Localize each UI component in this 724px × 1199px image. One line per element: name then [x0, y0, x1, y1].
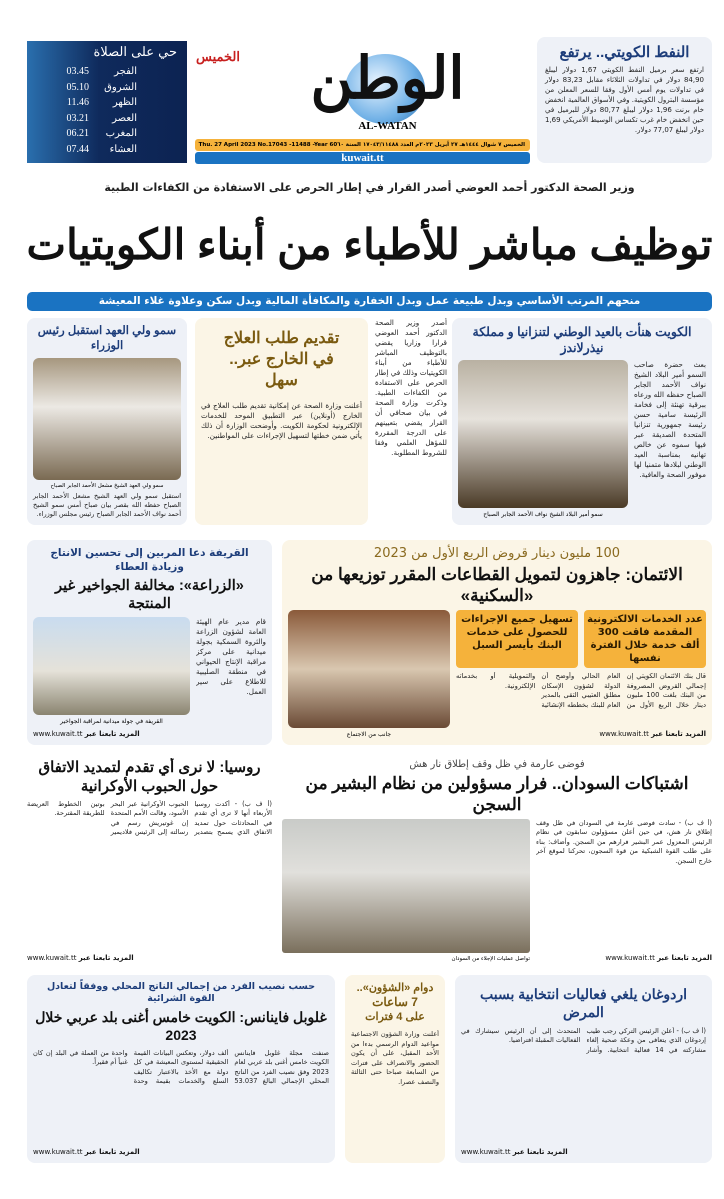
erdogan-story: [455, 975, 712, 1163]
global-finance-kicker: حسب نصيب الفرد من إجمالي الناتج المحلي ووفقاً لتعادل القوة الشرائية: [46, 981, 316, 1004]
prayer-row: [37, 64, 177, 80]
more-label: المزيد تابعنا عبر: [78, 954, 134, 962]
lead-kicker: وزير الصحة الدكتور أحمد العوضي أصدر القرار في إطار الحرص على الاستفادة من الكفاءات الطبية: [104, 181, 635, 194]
prayer-name: العشاء: [109, 143, 137, 155]
amir-photo: [458, 360, 628, 508]
prayer-name: العصر: [112, 112, 137, 124]
website-link[interactable]: kuwait.tt: [195, 152, 530, 164]
more-url[interactable]: www.kuwait.tt: [33, 1148, 83, 1156]
more-url[interactable]: www.kuwait.tt: [27, 954, 77, 962]
agriculture-story: [27, 540, 272, 745]
prayer-name: الشروق: [104, 81, 137, 93]
sudan-title[interactable]: اشتباكات السودان.. فرار مسؤولين من نظام البشير من السجن: [305, 774, 689, 814]
credit-bank-highlight-1: عدد الخدمات الالكترونية المقدمة فاقت 300 ألف خدمة خلال الفترة نفسها: [584, 610, 706, 668]
prayer-title: حي على الصلاة: [93, 45, 177, 60]
prayer-row: [37, 95, 177, 111]
prayer-time: 03.45: [66, 66, 89, 77]
credit-bank-story: [282, 540, 712, 745]
more-url[interactable]: www.kuwait.tt: [605, 954, 655, 962]
kuwait-congrats-story: [452, 318, 712, 525]
agriculture-photo: [33, 617, 190, 715]
credit-bank-caption: جانب من الاجتماع: [346, 731, 392, 738]
more-url[interactable]: www.kuwait.tt: [33, 730, 83, 738]
lead-headline[interactable]: توظيف مباشر للأطباء من أبناء الكويتيات: [26, 221, 713, 268]
dateline-arabic: الخميس ٧ شوال ١٤٤٤هـ ٢٧ أبريل ٢٠٢٣م العدد ١٧٠٤٣/١١٤٨٨ السنة ٦٠: [337, 142, 525, 148]
agriculture-body: قام مدير عام الهيئة العامة لشؤون الزراعة والثروة السمكية بجولة ميدانية على مركز مراقبة الإنتاج الحيواني في منطقة الصليبية للاطلاع على سير العمل.: [196, 617, 266, 696]
treatment-body: أعلنت وزارة الصحة عن إمكانية تقديم طلب العلاج في الخارج (أونلاين) عبر التطبيق الموحد للخدمات الإلكترونية لحكومة الكويت. وأوضحت الوزارة أن ذلك يأتي ضمن خطتها لتسهيل الإجراءات على المواطنين.: [201, 401, 362, 440]
sudan-caption: تواصل عمليات الإجلاء من السودان: [451, 956, 530, 962]
more-label: المزيد تابعنا عبر: [657, 954, 712, 962]
credit-bank-photo: [288, 610, 450, 728]
prayer-row: [37, 111, 177, 127]
sudan-photo: [282, 819, 530, 953]
dateline-english: Thu. 27 April 2023 No.17043 -11488 -Year 60: [198, 142, 338, 148]
treatment-story: [195, 318, 368, 525]
more-label: المزيد تابعنا عبر: [512, 1148, 568, 1156]
crown-prince-story: [27, 318, 187, 525]
global-finance-story: [27, 975, 335, 1163]
kuwait-congrats-title[interactable]: الكويت هنأت بالعيد الوطني لتنزانيا و مملكة نيذرلاندز: [472, 325, 692, 355]
social-affairs-title-1[interactable]: دوام «الشؤون»..: [356, 982, 434, 994]
more-label: المزيد تابعنا عبر: [651, 730, 706, 738]
more-label: المزيد تابعنا عبر: [84, 1148, 140, 1156]
credit-bank-body: قال بنك الائتمان الكويتي إن إجمالي القروض المصروفة من البنك بلغت 100 مليون دينار خلال الربع الأول من العام الحالي وأوضح أن الدولة لشؤون الإسكان مطلق العتيبي التقى بالمدير العام للبنك بخططه الإنشائية والتمويلية أو بخدماته الإلكترونية.: [456, 672, 706, 709]
crown-prince-body: استقبل سمو ولي العهد الشيخ مشعل الأحمد الجابر الصباح حفظه الله بقصر بيان صباح أمس سمو الشيخ أحمد نواف الأحمد الجابر الصباح رئيس مجلس الوزراء.: [33, 492, 181, 518]
prayer-time: 03.21: [66, 112, 89, 124]
oil-title[interactable]: النفط الكويتي.. يرتفع: [559, 44, 690, 61]
treatment-title[interactable]: تقديم طلب العلاج في الخارج عبر.. سهل: [223, 330, 340, 389]
credit-bank-kicker: 100 مليون دينار قروض الربع الأول من 2023: [373, 546, 621, 561]
erdogan-title[interactable]: اردوغان يلغي فعاليات انتخابية بسبب المرض: [480, 986, 687, 1020]
masthead-logo[interactable]: [245, 40, 530, 136]
crown-prince-title[interactable]: سمو ولي العهد استقبل رئيس الوزراء: [37, 325, 177, 352]
social-affairs-story: [345, 975, 445, 1163]
russia-story: [27, 758, 272, 963]
day-label: الخميس: [196, 50, 240, 65]
prayer-time: 07.44: [66, 143, 89, 155]
prayer-row: [37, 142, 177, 158]
logo-english: AL-WATAN: [358, 120, 417, 132]
credit-bank-title[interactable]: الائتمان: جاهزون لتمويل القطاعات المقرر توزيعها من «السكنية»: [311, 565, 683, 605]
amir-caption: سمو أمير البلاد الشيخ نواف الأحمد الجابر الصباح: [483, 511, 603, 518]
social-affairs-title-3[interactable]: على 4 فترات: [365, 1011, 425, 1023]
more-url[interactable]: www.kuwait.tt: [461, 1148, 511, 1156]
russia-title[interactable]: روسيا: لا نرى أي تقدم لتمديد الاتفاق حول الحبوب الأوكرانية: [38, 759, 261, 795]
prayer-list: [37, 64, 177, 157]
prayer-time: 05.10: [66, 81, 89, 93]
sudan-story: [282, 758, 712, 963]
social-affairs-body: أعلنت وزارة الشؤون الاجتماعية مواعيد الدوام الرسمي بدءا من الأحد المقبل، على أن يكون الحضور والانصراف على فترات من السابعة صباحا حتى الثالثة والنصف عصرا.: [351, 1030, 439, 1086]
agriculture-title[interactable]: «الزراعة»: مخالفة الجواخير غير المنتجة: [55, 578, 244, 612]
prayer-time: 11.46: [66, 97, 89, 108]
agriculture-more-link[interactable]: [33, 729, 266, 739]
prayer-time: 06.21: [66, 128, 89, 139]
russia-more-link[interactable]: [27, 953, 272, 963]
credit-bank-more-link[interactable]: [456, 729, 706, 739]
oil-box: [537, 37, 712, 163]
oil-body: ارتفع سعر برميل النفط الكويتي 1,67 دولار ليبلغ 84,90 دولار في تداولات الثلاثاء مقابل 83,23 دولار في تداولات يوم أمس الأول وفقا للسعر المعلن من مؤسسة البترول الكويتية. وفي الأسواق العالمية انخفض خام برنت 1,96 دولار ليبلغ 80,77 دولار للبرميل في حين انخفض خام غرب تكساس الوسيط الأمريكي 1,69 دولار ليبلغ 77,07 دولار.: [545, 66, 704, 134]
sudan-more-link[interactable]: [536, 953, 712, 963]
prayer-row: [37, 126, 177, 142]
social-affairs-title-2[interactable]: 7 ساعات: [372, 995, 418, 1009]
logo-arabic: الوطن: [310, 44, 465, 112]
global-finance-more-link[interactable]: [33, 1147, 329, 1157]
global-finance-body: صنفت مجلة غلوبل فاينانس الكويت خامس أغنى بلد عربي لعام 2023 وفق نصيب الفرد من الناتج المحلي الإجمالي البالغ 53.037 ألف دولار، وتعكس البيانات القيمة الحقيقية لمستوى المعيشة في كل دولة مع الأخذ بالاعتبار تكاليف السلع والخدمات بقيمة وحدة واحدة من العملة في البلد إن كان غنياً أم فقيراً.: [33, 1049, 329, 1086]
prayer-times-box: [27, 41, 187, 163]
erdogan-more-link[interactable]: [461, 1147, 706, 1157]
prayer-row: [37, 80, 177, 96]
russia-body: (أ ف ب) - أكدت روسيا الأربعاء أنها لا ترى أي تقدم في المحادثات حول تمديد الاتفاق الذي يسمح بتصدير الحبوب الأوكرانية عبر البحر الأسود، وقالت الأمم المتحدة إن غوتيريش رسم في رسالته إلى الرئيس فلاديمير بوتين الخطوط العريضة للطريقة المقترحة.: [27, 800, 272, 837]
sudan-kicker: فوضى عارمة في ظل وقف إطلاق نار هش: [409, 759, 585, 770]
erdogan-body: (أ ف ب) - أعلن الرئيس التركي رجب طيب إردوغان الذي يتعافى من وعكة صحية إلغاء مشاركته في 14 فعالية انتخابية. وأشار المتحدث إلى أن الرئيس سيشارك في الفعاليات المقبلة افتراضيا.: [461, 1027, 706, 1054]
agriculture-kicker: القريفة دعا المربين إلى تحسين الانتاج وزيادة العطاء: [50, 547, 249, 573]
dateline-bar: [195, 139, 530, 151]
lead-body: أصدر وزير الصحة الدكتور أحمد العوضي قرارا وزاريا يقضي بالتوظيف المباشر للأطباء من أبناء الكويتيات وذلك في إطار الحرص على الاستفادة من الكفاءات الطبية. وذكرت وزارة الصحة في بيان صحافي أن القرار يقضي بتعيينهم على الدرجة المقررة للمؤهل العلمي وفقا للشروط المطلوبة.: [375, 318, 447, 457]
lead-subheadline-bar: منحهم المرتب الأساسي وبدل طبيعة عمل وبدل الخفارة والمكافأة المالية وبدل سكن وعلاوة غلاء المعيشة: [27, 292, 712, 311]
kuwait-congrats-body: بعث حضرة صاحب السمو أمير البلاد الشيخ نواف الأحمد الجابر الصباح حفظه الله ورعاه ببرقية تهنئة إلى فخامة الرئيسة سامية حسن رئيسة جمهورية تنزانيا المتحدة الصديقة عبر فيها سموه عن خالص تهانيه بمناسبة العيد الوطني لبلادها متمنيا لها موفور الصحة والعافية.: [634, 360, 706, 479]
prayer-name: الفجر: [114, 66, 137, 77]
crown-prince-photo: [33, 358, 181, 480]
global-finance-title[interactable]: غلوبل فاينانس: الكويت خامس أغنى بلد عربي خلال 2023: [35, 1009, 327, 1043]
agriculture-caption: القريفة في جولة ميدانية لمراقبة الجواخير: [60, 718, 163, 725]
prayer-name: الظهر: [112, 97, 137, 108]
credit-bank-highlight-2: تسهيل جميع الإجراءات للحصول على خدمات البنك بأيسر السبل: [456, 610, 578, 668]
prayer-name: المغرب: [105, 128, 137, 139]
more-url[interactable]: www.kuwait.tt: [599, 730, 649, 738]
sudan-body: (أ ف ب) - سادت فوضى عارمة في السودان في ظل وقف إطلاق نار هش، في حين أعلن مسؤولون سابقون في نظام الرئيس المعزول عمر البشير فرارهم من السجن. وأضاف: بناء على طلب القوة الشبكية من قوة السجون، تحركنا لموقع آخر خارج السجن.: [536, 819, 712, 865]
more-label: المزيد تابعنا عبر: [84, 730, 140, 738]
crown-prince-caption: سمو ولي العهد الشيخ مشعل الأحمد الجابر الصباح: [50, 483, 164, 489]
